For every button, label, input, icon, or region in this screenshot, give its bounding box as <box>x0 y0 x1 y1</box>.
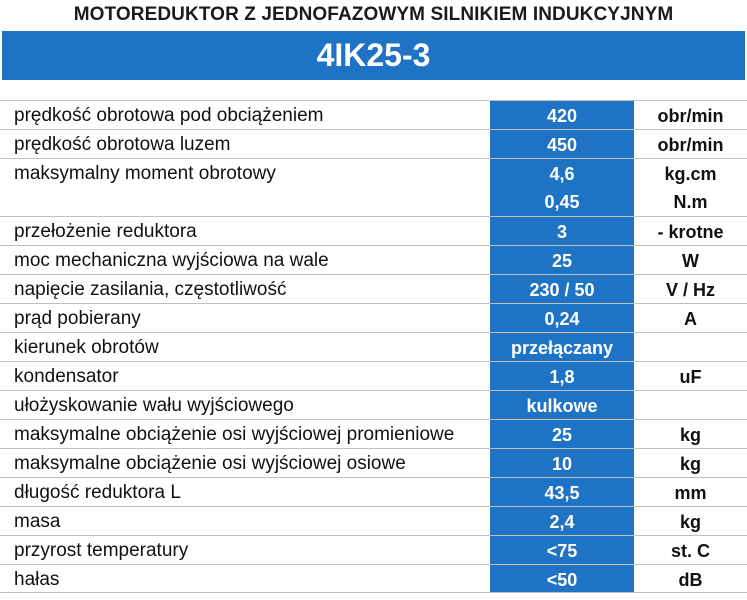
model-name: 4IK25-3 <box>316 37 431 73</box>
spec-value: kulkowe <box>526 396 598 416</box>
spec-label: hałas <box>14 569 60 590</box>
spec-value: <50 <box>546 570 578 590</box>
spec-unit-secondary: N.m <box>673 192 708 212</box>
spec-label: ułożyskowanie wału wyjściowego <box>14 395 294 416</box>
spec-unit: kg.cm <box>664 164 717 184</box>
spec-row <box>0 448 747 477</box>
spec-value: 1,8 <box>549 367 575 387</box>
spec-label: przyrost temperatury <box>14 540 189 561</box>
spec-value: przełączany <box>510 338 614 358</box>
spec-unit: st. C <box>670 541 710 561</box>
spec-row <box>0 564 747 593</box>
spec-label: prędkość obrotowa luzem <box>14 134 231 155</box>
spec-value-secondary: 0,45 <box>544 192 580 212</box>
spec-value: 43,5 <box>544 483 580 503</box>
spec-value: 10 <box>551 454 573 474</box>
spec-label: przełożenie reduktora <box>14 221 197 242</box>
spec-row <box>0 100 747 129</box>
spec-unit: W <box>682 251 699 271</box>
spec-unit: kg <box>679 512 701 532</box>
spec-label: masa <box>14 511 61 532</box>
spec-unit: kg <box>679 425 701 445</box>
spec-row <box>0 158 747 216</box>
spec-label: kondensator <box>14 366 119 387</box>
spec-value: 2,4 <box>549 512 575 532</box>
spec-value: 230 / 50 <box>529 280 595 300</box>
spec-unit: - krotne <box>657 222 724 242</box>
spec-value: 0,24 <box>544 309 580 329</box>
spec-unit: uF <box>679 367 702 387</box>
spec-label: prędkość obrotowa pod obciążeniem <box>14 105 324 126</box>
spec-unit: dB <box>678 570 703 590</box>
document-title: MOTOREDUKTOR Z JEDNOFAZOWYM SILNIKIEM INDUKCYJNYM <box>73 4 674 25</box>
spec-value: 4,6 <box>549 164 575 184</box>
spec-row <box>0 332 747 361</box>
spec-value: 420 <box>546 106 578 126</box>
spec-table <box>0 100 747 593</box>
spec-label: moc mechaniczna wyjściowa na wale <box>14 250 329 271</box>
spec-label: maksymalne obciążenie osi wyjściowej osiowe <box>14 453 406 474</box>
spec-row <box>0 274 747 303</box>
spec-unit: V / Hz <box>665 280 715 300</box>
spec-value: 450 <box>546 135 578 155</box>
spec-unit: obr/min <box>657 106 724 126</box>
spec-unit: obr/min <box>657 135 724 155</box>
spec-unit: mm <box>674 483 707 503</box>
spec-row <box>0 361 747 390</box>
spec-label: kierunek obrotów <box>14 337 159 358</box>
spec-value: 25 <box>551 425 573 445</box>
spec-row <box>0 390 747 419</box>
spec-value: 3 <box>556 222 567 242</box>
spec-row <box>0 245 747 274</box>
spec-label: długość reduktora L <box>14 482 181 503</box>
spec-label: prąd pobierany <box>14 308 141 329</box>
spec-unit <box>634 333 747 361</box>
spec-unit <box>634 391 747 419</box>
spec-unit: kg <box>679 454 701 474</box>
spec-row <box>0 535 747 564</box>
spec-unit: A <box>684 309 697 329</box>
spec-row <box>0 216 747 245</box>
spec-value: 25 <box>551 251 573 271</box>
spec-label: maksymalny moment obrotowy <box>14 163 276 184</box>
spec-row <box>0 129 747 158</box>
spec-label: maksymalne obciążenie osi wyjściowej promieniowe <box>14 424 455 445</box>
spec-row <box>0 506 747 535</box>
spec-row <box>0 303 747 332</box>
spec-label: napięcie zasilania, częstotliwość <box>14 279 287 300</box>
spec-row <box>0 419 747 448</box>
spec-row <box>0 477 747 506</box>
spec-value: <75 <box>546 541 578 561</box>
